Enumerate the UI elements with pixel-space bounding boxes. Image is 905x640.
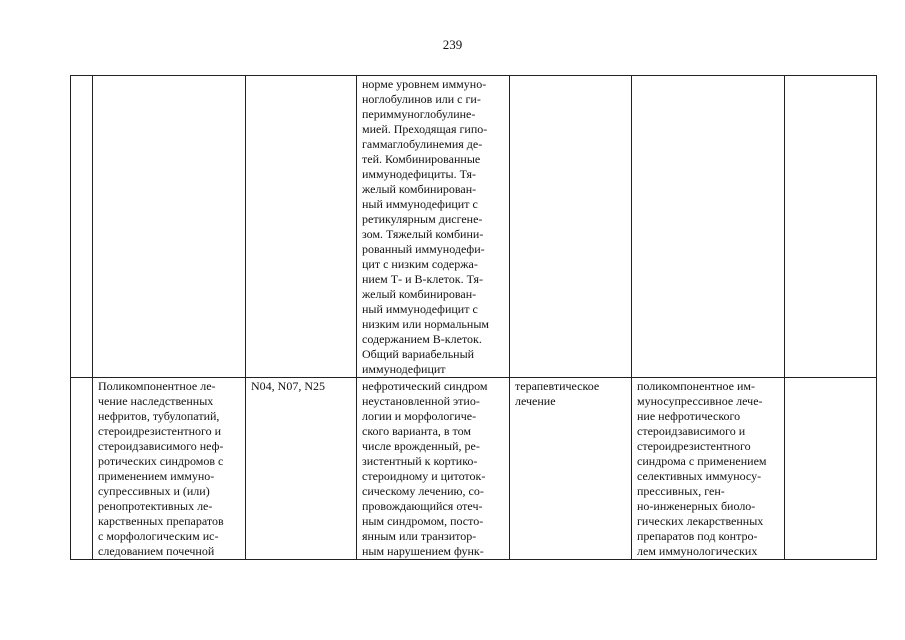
text-line: Поликомпонентное ле- xyxy=(98,379,216,393)
text-line: цит с низким содержа- xyxy=(362,257,478,271)
text-line: числе врожденный, ре- xyxy=(362,439,480,453)
text-line: но-инженерных биоло- xyxy=(637,499,756,513)
text-line: супрессивных и (или) xyxy=(98,484,210,498)
text-line: с морфологическим ис- xyxy=(98,529,219,543)
text-line: лечение xyxy=(515,394,556,408)
text-line: ноглобулинов или с ги- xyxy=(362,92,481,106)
row2-icd-codes-cell xyxy=(246,378,357,560)
text-line: ный иммунодефицит с xyxy=(362,302,478,316)
document-table xyxy=(70,75,877,560)
text-line: стероидному и цитоток- xyxy=(362,469,486,483)
text-line: терапевтическое xyxy=(515,379,600,393)
text-line: ретикулярным дисгене- xyxy=(362,212,483,226)
text-line: стероидрезистентного xyxy=(637,439,751,453)
text-line: ского варианта, в том xyxy=(362,424,472,438)
row2-diagnosis-cell xyxy=(357,378,510,560)
row2-treatment-type-cell xyxy=(510,378,632,560)
text-line: зом. Тяжелый комбини- xyxy=(362,227,484,241)
text-line: стероидзависимого неф- xyxy=(98,439,224,453)
text-line: норме уровнем иммуно- xyxy=(362,77,487,91)
row2-col1-cell xyxy=(71,378,93,560)
text-line: сическому лечению, со- xyxy=(362,484,484,498)
text-line: нефритов, тубулопатий, xyxy=(98,409,220,423)
row1-col2-cell xyxy=(93,76,246,378)
text-line: рованный иммунодефи- xyxy=(362,242,485,256)
text-line: низким или нормальным xyxy=(362,317,489,331)
text-line: янным или транзитор- xyxy=(362,529,477,543)
row2-col7-cell xyxy=(785,378,877,560)
text-line: Общий вариабельный xyxy=(362,347,475,361)
text-line: чение наследственных xyxy=(98,394,214,408)
text-line: нефротический синдром xyxy=(362,379,488,393)
text-line: содержанием В-клеток. xyxy=(362,332,482,346)
row1-col5-cell xyxy=(510,76,632,378)
text-line: применением иммуно- xyxy=(98,469,215,483)
row1-col1-cell xyxy=(71,76,93,378)
text-line: селективных иммуносу- xyxy=(637,469,762,483)
text-line: провождающийся отеч- xyxy=(362,499,483,513)
text-line: стероидрезистентного и xyxy=(98,424,222,438)
text-line: иммунодефицит xyxy=(362,362,446,376)
text-line: ный иммунодефицит с xyxy=(362,197,478,211)
text-line: поликомпонентное им- xyxy=(637,379,756,393)
text-line: ротических синдромов с xyxy=(98,454,224,468)
text-line: лем иммунологических xyxy=(637,544,758,558)
text-line: препаратов под контро- xyxy=(637,529,758,543)
text-line: ренопротективных ле- xyxy=(98,499,213,513)
text-line: иммунодефициты. Тя- xyxy=(362,167,476,181)
row2-method-cell xyxy=(632,378,785,560)
text-line: желый комбинирован- xyxy=(362,287,477,301)
text-line: мией. Преходящая гипо- xyxy=(362,122,488,136)
text-line: нием Т- и В-клеток. Тя- xyxy=(362,272,483,286)
row2-treatment-name-cell xyxy=(93,378,246,560)
row1-col7-cell xyxy=(785,76,877,378)
text-line: логии и морфологиче- xyxy=(362,409,477,423)
text-line: стероидзависимого и xyxy=(637,424,746,438)
text-line: тей. Комбинированные xyxy=(362,152,481,166)
row1-diagnosis-cell xyxy=(357,76,510,378)
text-line: ние нефротического xyxy=(637,409,741,423)
text-line: гаммаглобулинемия де- xyxy=(362,137,483,151)
text-line: прессивных, ген- xyxy=(637,484,725,498)
text-line: неустановленной этио- xyxy=(362,394,480,408)
text-line: гических лекарственных xyxy=(637,514,764,528)
row1-col3-cell xyxy=(246,76,357,378)
page-number: 239 xyxy=(442,37,463,52)
table-row xyxy=(71,378,877,560)
text-line: ным синдромом, посто- xyxy=(362,514,484,528)
text-line: зистентный к кортико- xyxy=(362,454,478,468)
table-row xyxy=(71,76,877,378)
text-line: желый комбинирован- xyxy=(362,182,477,196)
text-line: карственных препаратов xyxy=(98,514,224,528)
text-line: муносупрессивное лече- xyxy=(637,394,763,408)
text-line: ным нарушением функ- xyxy=(362,544,484,558)
row1-col6-cell xyxy=(632,76,785,378)
icd-codes: N04, N07, N25 xyxy=(251,379,325,393)
text-line: следованием почечной xyxy=(98,544,215,558)
text-line: периммуноглобулине- xyxy=(362,107,476,121)
text-line: синдрома с применением xyxy=(637,454,767,468)
